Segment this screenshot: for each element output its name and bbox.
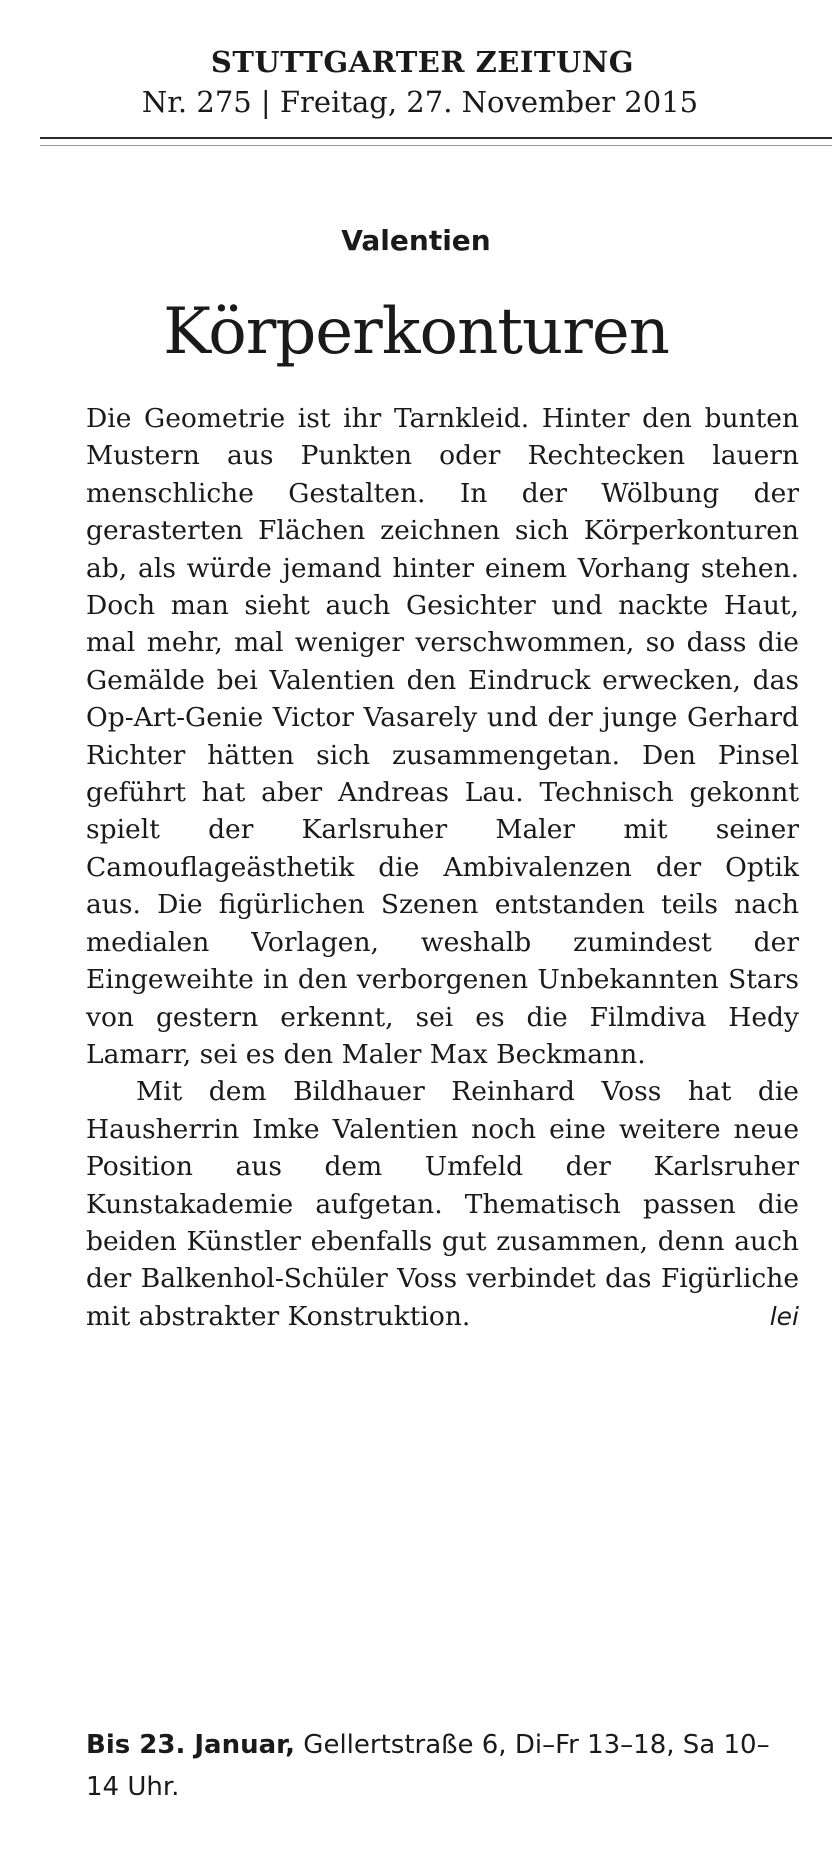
masthead-rule-thin [40, 145, 832, 146]
article-headline: Körperkonturen [163, 295, 669, 369]
exhibition-details: Gellertstraße 6, Di–Fr 13–18, Sa 10–14 Uhr. [86, 1730, 770, 1802]
issue-date-line: Nr. 275 | Freitag, 27. November 2015 [141, 85, 699, 119]
masthead [130, 42, 710, 122]
article-paragraph-1: Die Geometrie ist ihr Tarnkleid. Hinter den bunten Mustern aus Punkten oder Rechtecken lauern menschliche Gestalten. In der Wölbung der gerasterten Flächen zeichnen sich Körperkonturen ab, als würde jemand hinter einem Vorhang stehen. Doch man sieht auch Gesichter und nackte Haut, mal mehr, mal weniger verschwommen, so dass die Gemälde bei Valentien den Eindruck erwecken, das Op-Art-Genie Victor Vasarely und der junge Gerhard Richter hätten sich zusammengetan. Den Pinsel geführt hat aber Andreas Lau. Technisch gekonnt spielt der Karlsruher Maler mit seiner Camouflageästhetik die Ambivalenzen der Optik aus. Die figürlichen Szenen entstanden teils nach medialen Vorlagen, weshalb zumindest der Eingeweihte in den verborgenen Unbekannten Stars von gestern erkennt, sei es die Filmdiva Hedy Lamarr, sei es den Maler Max Beckmann. [86, 403, 799, 1070]
article-body [86, 400, 799, 1335]
author-initials: lei [769, 1301, 799, 1331]
article-paragraph-2 [86, 1073, 799, 1335]
exhibition-date: Bis 23. Januar, [86, 1730, 296, 1760]
masthead-rule [40, 137, 832, 139]
newspaper-name: STUTTGARTER ZEITUNG [210, 45, 635, 79]
article-kicker: Valentien [341, 224, 491, 257]
article-paragraph-2-text: Mit dem Bildhauer Reinhard Voss hat die Hausherrin Imke Valentien noch eine weitere neue Position aus dem Umfeld der Karlsruher Kunstakademie aufgetan. Thematisch passen die beiden Künstler ebenfalls gut zusammen, denn auch der Balkenhol-Schüler Voss verbindet das Figürliche mit abstrakter Konstruktion. [86, 1076, 799, 1332]
exhibition-info [86, 1724, 799, 1808]
